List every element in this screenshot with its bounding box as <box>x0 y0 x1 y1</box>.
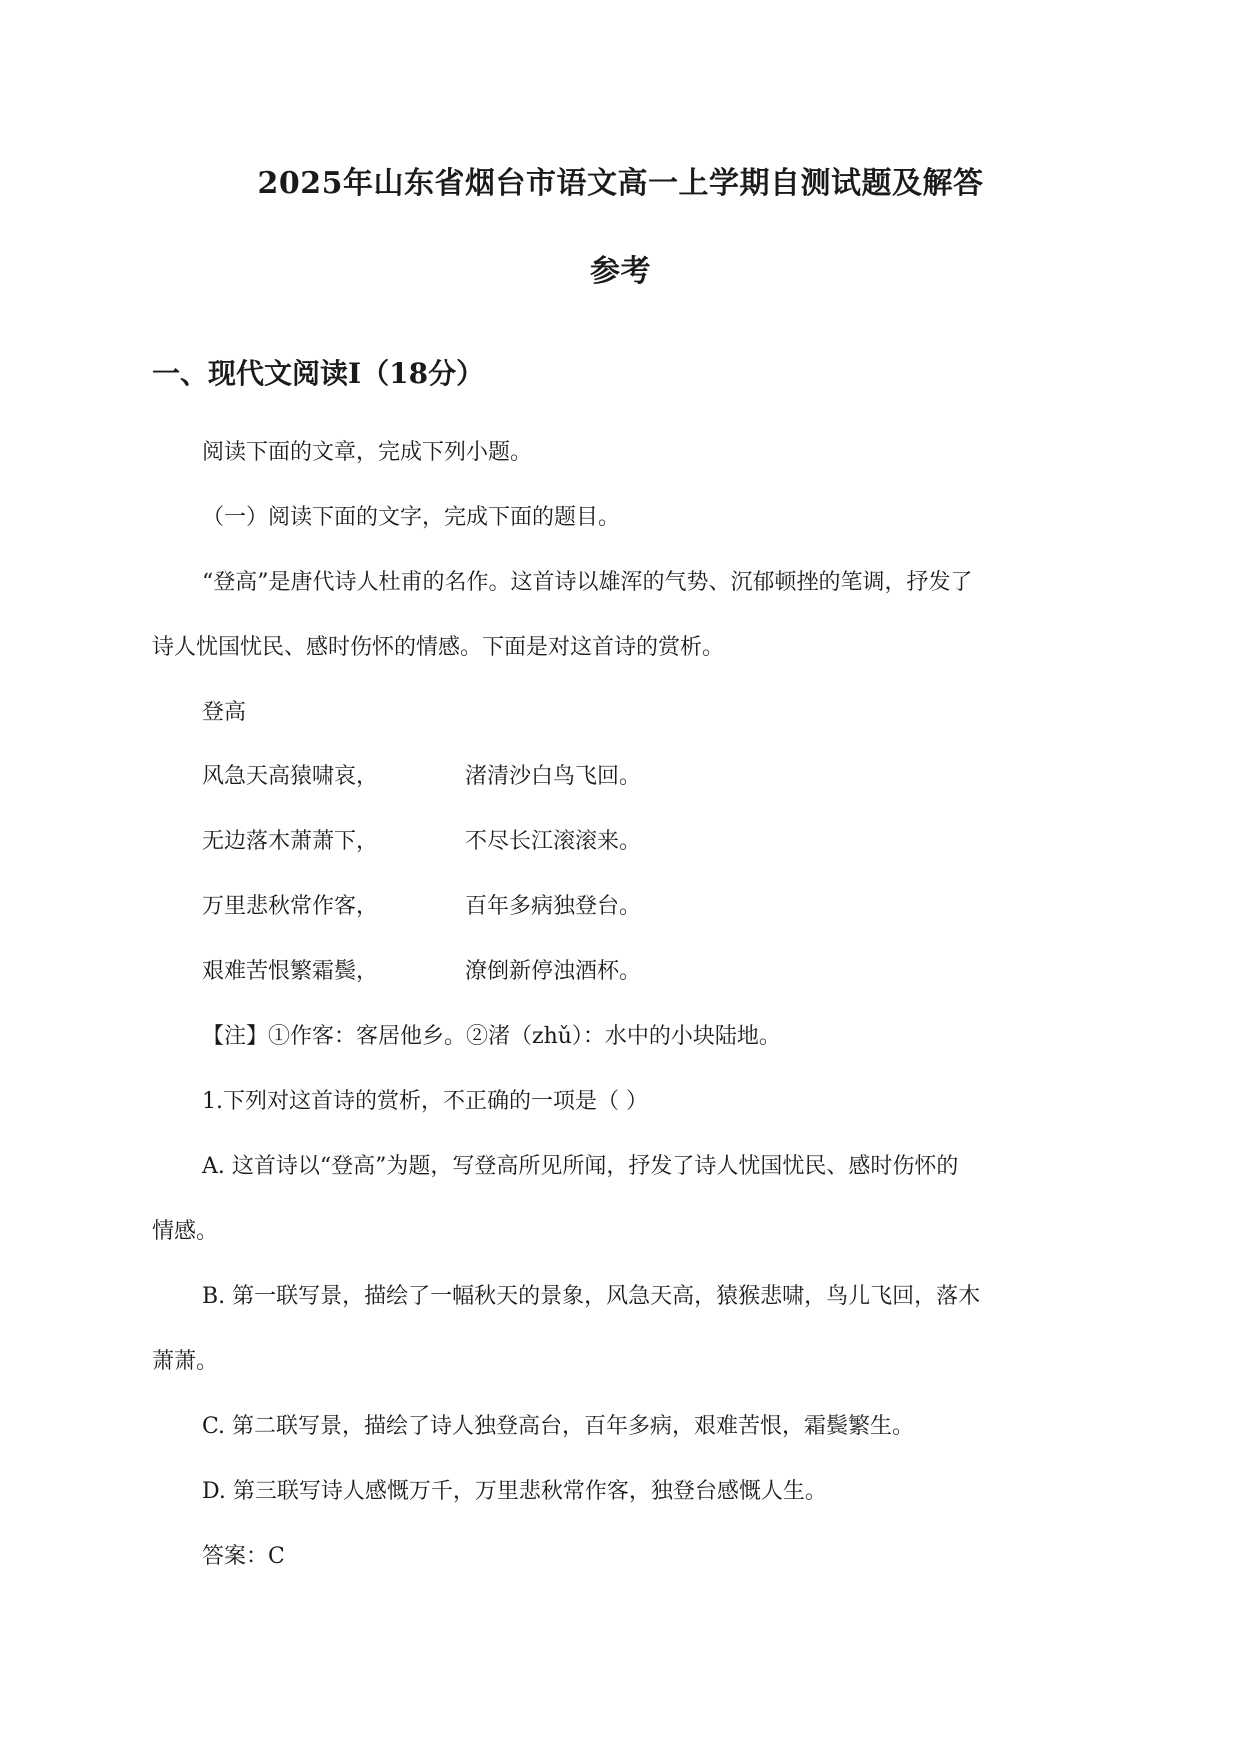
poem-note: 【注】①作客：客居他乡。②渚（zhǔ）：水中的小块陆地。 <box>202 1024 781 1049</box>
intro-paragraph-line2: 诗人忧国忧民、感时伤怀的情感。下面是对这首诗的赏析。 <box>152 635 725 660</box>
section-heading: 一、现代文阅读Ⅰ（18分） <box>152 357 485 390</box>
intro-paragraph-line1: “登高”是唐代诗人杜甫的名作。这首诗以雄浑的气势、沉郁顿挫的笔调，抒发了 <box>202 570 973 595</box>
poem-couplet-3-left: 万里悲秋常作客， <box>202 894 379 919</box>
poem-title: 登高 <box>202 700 247 725</box>
option-a-line1: A. 这首诗以“登高”为题，写登高所见所闻，抒发了诗人忧国忧民、感时伤怀的 <box>202 1154 959 1179</box>
document-title-line1: 2025年山东省烟台市语文高一上学期自测试题及解答 <box>257 166 984 201</box>
poem-couplet-3-right: 百年多病独登台。 <box>465 894 642 919</box>
poem-couplet-2-left: 无边落木萧萧下， <box>202 829 379 854</box>
option-a-line2: 情感。 <box>152 1219 219 1244</box>
option-b-line1: B. 第一联写景，描绘了一幅秋天的景象，风急天高，猿猴悲啸，鸟儿飞回，落木 <box>202 1284 981 1309</box>
instruction-text: 阅读下面的文章，完成下列小题。 <box>202 440 533 465</box>
poem-couplet-1-right: 渚清沙白鸟飞回。 <box>465 764 642 789</box>
poem-couplet-1-left: 风急天高猿啸哀， <box>202 764 379 789</box>
poem-couplet-4-right: 潦倒新停浊酒杯。 <box>465 959 642 984</box>
sub-instruction-text: （一）阅读下面的文字，完成下面的题目。 <box>202 505 621 530</box>
answer-text: 答案：C <box>202 1544 285 1569</box>
option-c: C. 第二联写景，描绘了诗人独登高台，百年多病，艰难苦恨，霜鬓繁生。 <box>202 1414 915 1439</box>
option-b-line2: 萧萧。 <box>152 1349 219 1374</box>
document-title-line2: 参考 <box>590 254 651 289</box>
option-d: D. 第三联写诗人感慨万千，万里悲秋常作客，独登台感慨人生。 <box>202 1479 827 1504</box>
poem-couplet-2-right: 不尽长江滚滚来。 <box>465 829 642 854</box>
poem-couplet-4-left: 艰难苦恨繁霜鬓， <box>202 959 379 984</box>
question-1: 1.下列对这首诗的赏析，不正确的一项是（ ） <box>202 1089 648 1114</box>
